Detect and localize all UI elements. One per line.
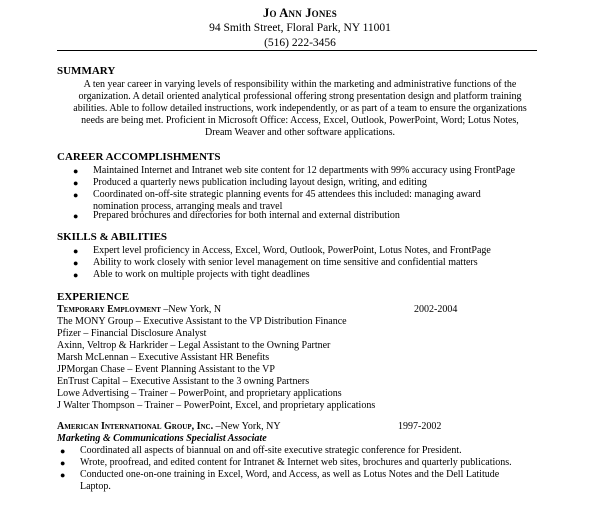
list-item-text: Produced a quarterly news publication including layout design, writing, and editing (93, 177, 427, 188)
list-item-text: Expert level proficiency in Access, Excel, Word, Outlook, PowerPoint, Lotus Notes, and FrontPage (93, 245, 491, 256)
candidate-name: Jo Ann Jones (263, 6, 337, 20)
summary-heading: SUMMARY (57, 65, 116, 77)
job-line: JPMorgan Chase – Event Planning Assistant to the VP (57, 364, 275, 375)
phone: (516) 222-3456 (264, 37, 336, 49)
bullet-icon: ● (73, 166, 79, 176)
list-item-text: Laptop. (80, 481, 111, 492)
job-line: Pfizer – Financial Disclosure Analyst (57, 328, 207, 339)
list-item-text: Able to work on multiple projects with tight deadlines (93, 269, 310, 280)
summary-line: needs are being met. Proficient in Microsoft Office: Access, Excel, Outlook, PowerPoint, Word; Lotus Notes, (81, 115, 519, 126)
summary-line: Dream Weaver and other software applications. (204, 127, 396, 138)
job-title: Marketing & Communications Specialist Associate (57, 433, 267, 444)
bullet-icon: ● (73, 178, 79, 188)
job-line: Axinn, Veltrop & Harkrider – Legal Assistant to the Owning Partner (57, 340, 331, 351)
job-header (57, 421, 281, 433)
bullet-icon: ● (73, 270, 79, 280)
accomplishments-heading: CAREER ACCOMPLISHMENTS (57, 151, 221, 163)
address: 94 Smith Street, Floral Park, NY 11001 (209, 22, 391, 34)
list-item-text: Coordinated all aspects of biannual on and off-site executive strategic conference for President. (80, 445, 462, 456)
list-item-text: Conducted one-on-one training in Excel, Word, and Access, as well as Lotus Notes and the Dell Latitude (80, 469, 500, 480)
summary-text (57, 79, 543, 139)
skills-heading: SKILLS & ABILITIES (57, 231, 168, 243)
bullet-icon: ● (73, 190, 79, 200)
summary-line: organization. A detail oriented analytical professional offering strong presentation design and platform training (78, 91, 522, 102)
job-line: The MONY Group – Executive Assistant to the VP Distribution Finance (57, 316, 347, 327)
bullet-icon: ● (73, 246, 79, 256)
job-header (57, 304, 221, 316)
job-location: –New York, NY (213, 421, 281, 432)
job-line: Marsh McLennan – Executive Assistant HR Benefits (57, 352, 270, 363)
bullet-icon: ● (60, 446, 66, 456)
list-item-text: Prepared brochures and directories for both internal and external distribution (93, 210, 400, 221)
list-item-text: Ability to work closely with senior level management on time sensitive and confidential matters (93, 257, 478, 268)
company-name: Temporary Employment (57, 304, 161, 315)
header-divider (57, 50, 537, 51)
list-item-text: nomination process, arranging meals and travel (93, 201, 283, 212)
job-line: EnTrust Capital – Executive Assistant to the 3 owning Partners (57, 376, 310, 387)
job-line: Lowe Advertising – Trainer – PowerPoint, and proprietary applications (57, 388, 342, 399)
bullet-icon: ● (73, 211, 79, 221)
bullet-icon: ● (73, 258, 79, 268)
summary-line: abilities. Able to follow detailed instructions, work independently, or as part of a team to ensure the organizations (73, 103, 527, 114)
bullet-icon: ● (60, 470, 66, 480)
bullet-icon: ● (60, 458, 66, 468)
job-years: 1997-2002 (398, 421, 442, 432)
summary-line: A ten year career in varying levels of responsibility within the marketing and administrative functions of the (83, 79, 517, 90)
experience-heading: EXPERIENCE (57, 291, 130, 303)
company-name: American International Group, Inc. (57, 421, 214, 432)
job-years: 2002-2004 (414, 304, 458, 315)
list-item-text: Maintained Internet and Intranet web site content for 12 departments with 99% accuracy using FrontPage (93, 165, 516, 176)
list-item-text: Coordinated on-off-site strategic planning events for 45 attendees this included: managing award (93, 189, 481, 200)
job-location: –New York, N (160, 304, 222, 315)
job-line: J Walter Thompson – Trainer – PowerPoint, Excel, and proprietary applications (57, 400, 376, 411)
list-item-text: Wrote, proofread, and edited content for Intranet & Internet web sites, brochures and quarterly publications. (80, 457, 512, 468)
